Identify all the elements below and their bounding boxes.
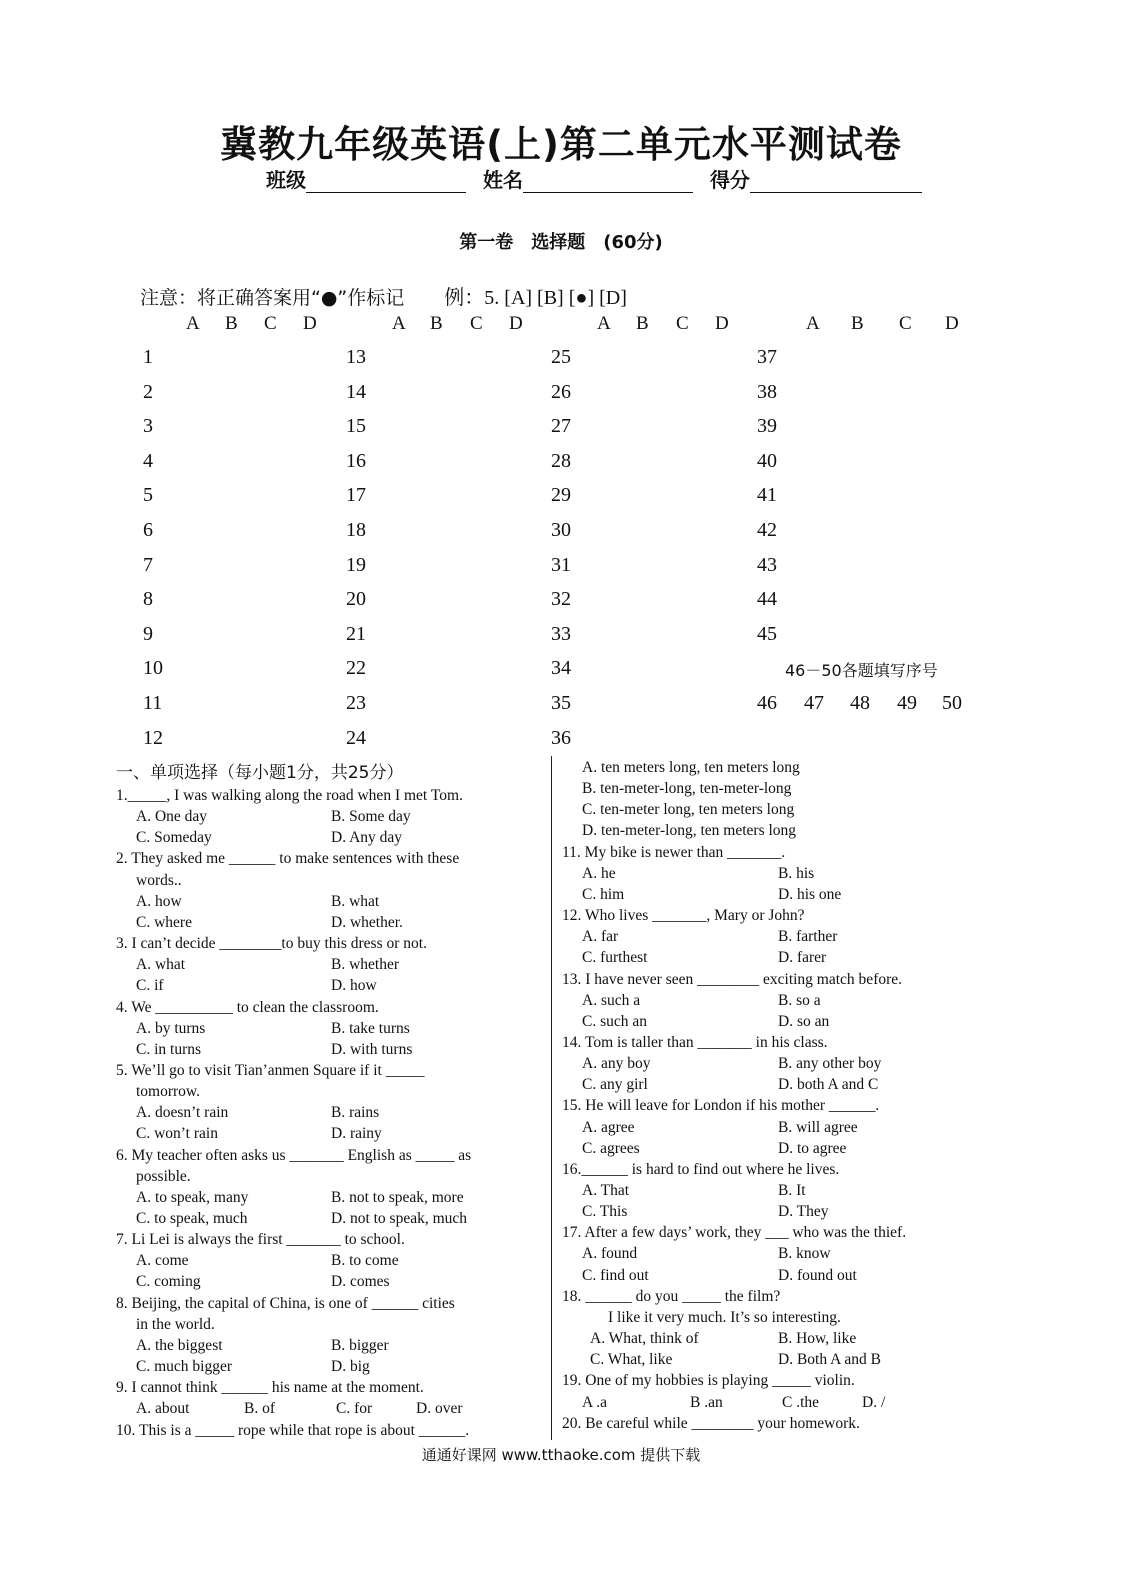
answer-option: D. whether. [331,913,403,931]
class-blank [306,172,466,193]
question-line: C. ten-meter long, ten meters long [582,801,795,819]
answer-option: C. for [336,1400,373,1418]
section-subtitle: 第一卷 选择题 (60分) [459,232,663,253]
answer-option: A. he [582,864,616,882]
footer-text: 通通好课网 www.tthaoke.com 提供下载 [421,1446,701,1464]
question-line: 11. My bike is newer than _______. [562,843,786,861]
question-line: 20. Be careful while ________ your homework. [562,1414,860,1432]
answer-row-number: 32 [551,588,571,611]
answer-row-number: 25 [551,346,571,368]
question-line: 7. Li Lei is always the first _______ to school. [116,1231,405,1249]
question-line: 12. Who lives _______, Mary or John? [562,907,805,925]
answer-option: C. if [136,977,164,995]
answer-row-number: 11 [143,692,163,714]
answer-row-number: 5 [143,484,153,507]
question-line: 18. ______ do you _____ the film? [562,1287,781,1305]
answer-row-number: 23 [346,692,366,714]
answer-option: B. How, like [778,1330,857,1348]
answer-row-number: 34 [551,657,571,680]
answer-letter-header: A [186,313,200,334]
answer-row-number: 22 [346,657,366,680]
answer-option: B. take turns [331,1019,410,1037]
answer-option: D. rainy [331,1125,382,1143]
answer-letter-header: B [636,313,649,334]
answer-option: B. rains [331,1104,380,1122]
answer-row-number: 38 [757,380,777,403]
class-label: 班级 [266,168,306,192]
answer-option: C. to speak, much [136,1210,248,1227]
question-line: 19. One of my hobbies is playing _____ violin. [562,1372,855,1390]
answer-letter-header: B [430,313,443,334]
name-label: 姓名 [482,168,523,192]
answer-option: B. what [331,892,380,910]
question-line: words.. [136,871,182,889]
answer-letter-header: D [715,313,729,334]
answer-option: C. much bigger [136,1358,232,1376]
answer-option: B. so a [778,991,821,1009]
answer-option: A. doesn’t rain [136,1104,229,1122]
answer-row-number: 8 [143,588,153,611]
answer-option: D. comes [331,1273,390,1291]
answer-option: B. whether [331,956,400,974]
answer-option: A. how [136,892,182,910]
answer-row-number: 12 [143,726,163,749]
answer-row-number: 29 [551,484,571,507]
answer-row-number: 30 [551,519,571,541]
page-title: 冀教九年级英语(上)第二单元水平测试卷 [220,123,902,166]
answer-option: D. / [862,1393,886,1411]
answer-option: A. by turns [136,1019,206,1037]
answer-row-number: 15 [346,415,366,438]
answer-option: C. won’t rain [136,1125,218,1143]
fill-in-note: 46－50各题填写序号 [785,661,938,680]
question-line: 9. I cannot think ______ his name at the moment. [116,1379,424,1397]
answer-option: B. to come [331,1252,399,1270]
question-line: B. ten-meter-long, ten-meter-long [582,780,792,798]
answer-row-number: 40 [757,449,777,472]
answer-row-number: 33 [551,622,571,645]
answer-row-number: 7 [143,553,153,576]
answer-letter-header: C [899,313,912,334]
name-blank [523,172,693,193]
fill-in-number: 47 [804,692,824,714]
answer-row-number: 18 [346,519,366,541]
answer-example: 例：5. [A] [B] [●] [D] [444,287,627,309]
answer-option: C. Someday [136,829,212,847]
answer-option: C. any girl [582,1076,648,1094]
answer-row-number: 9 [143,622,153,645]
answer-letter-header: D [509,313,523,334]
answer-instruction: 注意：将正确答案用“●”作标记 [140,287,405,309]
answer-option: D. both A and C [778,1076,879,1094]
answer-option: D. so an [778,1012,830,1030]
answer-option: B. his [778,864,815,882]
fill-in-number: 48 [850,692,870,714]
answer-option: C .the [782,1393,820,1411]
score-blank [750,172,922,193]
answer-option: B. Some day [331,808,411,826]
answer-option: A. That [582,1182,630,1199]
answer-row-number: 10 [143,657,163,680]
answer-option: D. Any day [331,829,403,847]
question-line: A. ten meters long, ten meters long [582,759,800,776]
answer-option: A. What, think of [590,1330,699,1348]
question-line: D. ten-meter-long, ten meters long [582,822,797,840]
question-line: 10. This is a _____ rope while that rope is about ______. [116,1421,470,1439]
answer-row-number: 1 [143,346,153,368]
answer-option: C. coming [136,1273,201,1291]
answer-option: B. of [244,1400,275,1418]
answer-option: A. found [582,1245,638,1263]
answer-option: B. any other boy [778,1055,882,1073]
answer-option: C. furthest [582,949,648,967]
answer-option: D. Both A and B [778,1351,881,1369]
score-label: 得分 [709,168,750,192]
answer-option: A. agree [582,1118,635,1136]
answer-row-number: 37 [757,346,777,368]
answer-letter-header: D [303,313,317,334]
answer-option: C. agrees [582,1139,640,1157]
answer-option: A. far [582,928,619,946]
answer-option: C. such an [582,1012,648,1030]
answer-option: A .a [582,1393,607,1411]
answer-option: C. him [582,885,625,903]
question-line: 17. After a few days’ work, they ___ who was the thief. [562,1224,907,1242]
answer-row-number: 26 [551,380,571,403]
answer-option: C. What, like [590,1351,673,1369]
answer-option: D. farer [778,949,827,967]
answer-option: B. farther [778,928,838,946]
answer-letter-header: C [264,313,277,334]
question-line: I like it very much. It’s so interesting. [608,1308,841,1326]
fill-in-number: 46 [757,692,777,714]
answer-option: D. with turns [331,1040,413,1058]
question-line: 6. My teacher often asks us _______ English as _____ as [116,1146,472,1164]
answer-row-number: 39 [757,415,777,438]
answer-option: D. how [331,977,377,995]
answer-option: B. not to speak, more [331,1188,464,1206]
question-line: possible. [136,1167,191,1185]
answer-option: B. bigger [331,1336,389,1354]
answer-option: A. such a [582,991,641,1009]
answer-option: D. not to speak, much [331,1210,468,1227]
answer-option: B. will agree [778,1118,858,1136]
question-line: 4. We __________ to clean the classroom. [116,998,379,1016]
answer-row-number: 20 [346,588,366,611]
question-line: 15. He will leave for London if his mother ______. [562,1097,880,1115]
answer-option: B .an [690,1393,723,1411]
answer-row-number: 36 [551,726,571,749]
question-line: 2. They asked me ______ to make sentences with these [116,850,460,868]
answer-letter-header: B [851,313,864,334]
answer-option: D. big [331,1358,370,1376]
student-info-line [266,164,932,193]
answer-row-number: 43 [757,553,777,576]
fill-in-number: 50 [942,692,962,714]
answer-row-number: 41 [757,484,777,507]
question-line: 13. I have never seen ________ exciting match before. [562,970,903,988]
answer-row-number: 13 [346,346,366,368]
answer-option: C. in turns [136,1040,202,1058]
answer-option: D. They [778,1203,829,1221]
answer-letter-header: A [597,313,611,334]
answer-option: A. any boy [582,1055,651,1073]
answer-option: A. what [136,956,186,974]
answer-note [140,281,627,310]
question-line: in the world. [136,1315,215,1333]
answer-row-number: 14 [346,380,366,403]
question-line: 5. We’ll go to visit Tian’anmen Square if it _____ [116,1061,425,1079]
answer-row-number: 44 [757,588,777,611]
answer-option: A. to speak, many [136,1188,249,1206]
answer-row-number: 28 [551,449,571,472]
answer-option: B. It [778,1182,806,1199]
answer-row-number: 17 [346,484,366,507]
answer-letter-header: A [392,313,406,334]
answer-row-number: 21 [346,622,366,645]
column-divider [551,756,552,1440]
answer-row-number: 3 [143,415,153,438]
answer-option: A. One day [136,808,208,826]
section-heading: 一、单项选择（每小题1分，共25分） [116,763,404,783]
question-line: 3. I can’t decide ________to buy this dress or not. [116,935,427,953]
question-line: 16.______ is hard to find out where he lives. [562,1160,840,1178]
answer-row-number: 27 [551,415,571,438]
answer-row-number: 45 [757,622,777,645]
answer-option: C. find out [582,1266,649,1284]
answer-letter-header: C [676,313,689,334]
answer-row-number: 2 [143,380,153,403]
answer-option: D. found out [778,1266,857,1284]
fill-in-number: 49 [897,692,917,714]
question-line: 14. Tom is taller than _______ in his class. [562,1033,828,1051]
answer-option: C. where [136,913,192,931]
answer-row-number: 4 [143,449,153,472]
question-line: 8. Beijing, the capital of China, is one of ______ cities [116,1294,455,1312]
answer-letter-header: A [806,313,820,334]
answer-row-number: 16 [346,449,366,472]
answer-row-number: 19 [346,553,366,576]
answer-option: A. the biggest [136,1336,223,1354]
answer-option: D. his one [778,885,842,903]
answer-row-number: 6 [143,519,153,541]
answer-option: A. come [136,1252,189,1270]
answer-option: D. to agree [778,1139,847,1157]
answer-row-number: 31 [551,553,571,576]
answer-row-number: 42 [757,519,777,541]
answer-letter-header: D [945,313,959,334]
answer-option: C. This [582,1203,628,1221]
answer-option: D. over [416,1400,463,1418]
answer-row-number: 35 [551,692,571,714]
question-line: 1._____, I was walking along the road when I met Tom. [116,787,463,804]
question-line: tomorrow. [136,1083,200,1101]
answer-letter-header: C [470,313,483,334]
answer-letter-header: B [225,313,238,334]
answer-option: A. about [136,1400,190,1418]
answer-option: B. know [778,1245,831,1263]
answer-row-number: 24 [346,726,366,749]
